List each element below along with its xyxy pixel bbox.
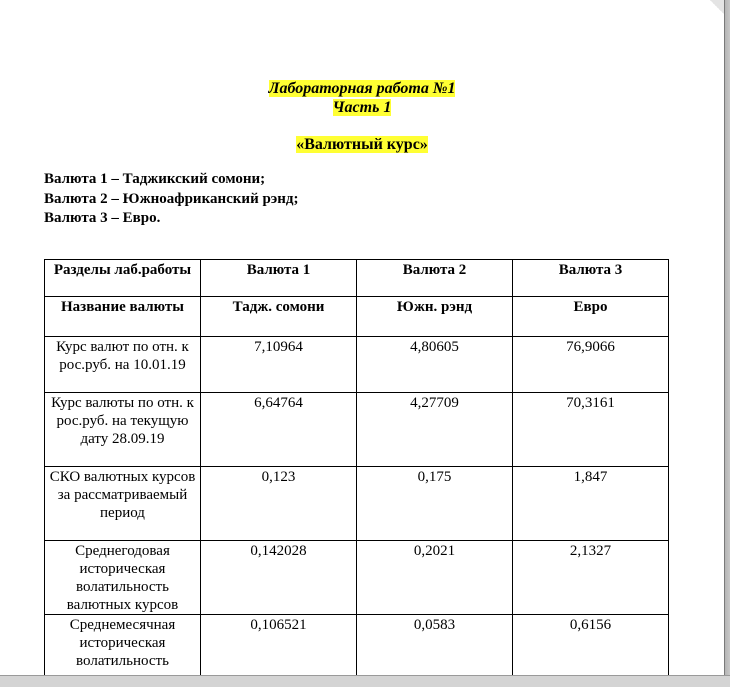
currency-list [44,170,299,229]
cell-value: 4,80605 [357,337,513,393]
results-table [44,259,669,675]
cell-value: 1,847 [513,467,669,541]
cell-value: 7,10964 [201,337,357,393]
cell-label: Среднегодовая историческая волатильность валютных курсов [45,541,201,615]
header-cell-currency-3: Валюта 3 [513,260,669,297]
currency-item-2: Валюта 2 – Южноафриканский рэнд; [44,190,299,207]
cell-value: 0,6156 [513,615,669,676]
cell-value: 0,106521 [201,615,357,676]
lab-part-text: Часть 1 [332,99,392,116]
cell-value: 0,2021 [357,541,513,615]
cell-value: Тадж. сомони [201,297,357,337]
cell-label: СКО валютных курсов за рассматриваемый период [45,467,201,541]
cell-value: 0,142028 [201,541,357,615]
table-row [45,337,669,393]
table-row [45,615,669,676]
cell-value: 0,123 [201,467,357,541]
cell-label: Название валюты [45,297,201,337]
page-corner-fold [710,0,724,14]
currency-item-1: Валюта 1 – Таджикский сомони; [44,171,266,187]
table-row [45,393,669,467]
header-cell-currency-1: Валюта 1 [201,260,357,297]
lab-part [0,98,724,117]
cell-label: Курс валюты по отн. к рос.руб. на текущую дату 28.09.19 [45,393,201,467]
viewer-bottom-bar [0,675,730,687]
cell-value: 6,64764 [201,393,357,467]
table-row [45,541,669,615]
lab-subject [0,135,724,154]
lab-title [0,79,724,98]
cell-value: 2,1327 [513,541,669,615]
cell-value: 76,9066 [513,337,669,393]
currency-item-3: Валюта 3 – Евро. [44,210,161,226]
page-edge-shadow [724,0,730,686]
lab-title-text: Лабораторная работа №1 [268,80,456,97]
cell-value: 0,175 [357,467,513,541]
lab-subject-text: «Валютный курс» [296,136,428,153]
cell-value: Южн. рэнд [357,297,513,337]
header-cell-currency-2: Валюта 2 [357,260,513,297]
cell-label: Среднемесячная историческая волатильность [45,615,201,676]
cell-value: Евро [513,297,669,337]
cell-value: 4,27709 [357,393,513,467]
header-cell-sections: Разделы лаб.работы [45,260,201,297]
cell-value: 0,0583 [357,615,513,676]
table-header-row [45,260,669,297]
table-row-currency-name [45,297,669,337]
cell-value: 70,3161 [513,393,669,467]
table-row [45,467,669,541]
cell-label: Курс валют по отн. к рос.руб. на 10.01.19 [45,337,201,393]
